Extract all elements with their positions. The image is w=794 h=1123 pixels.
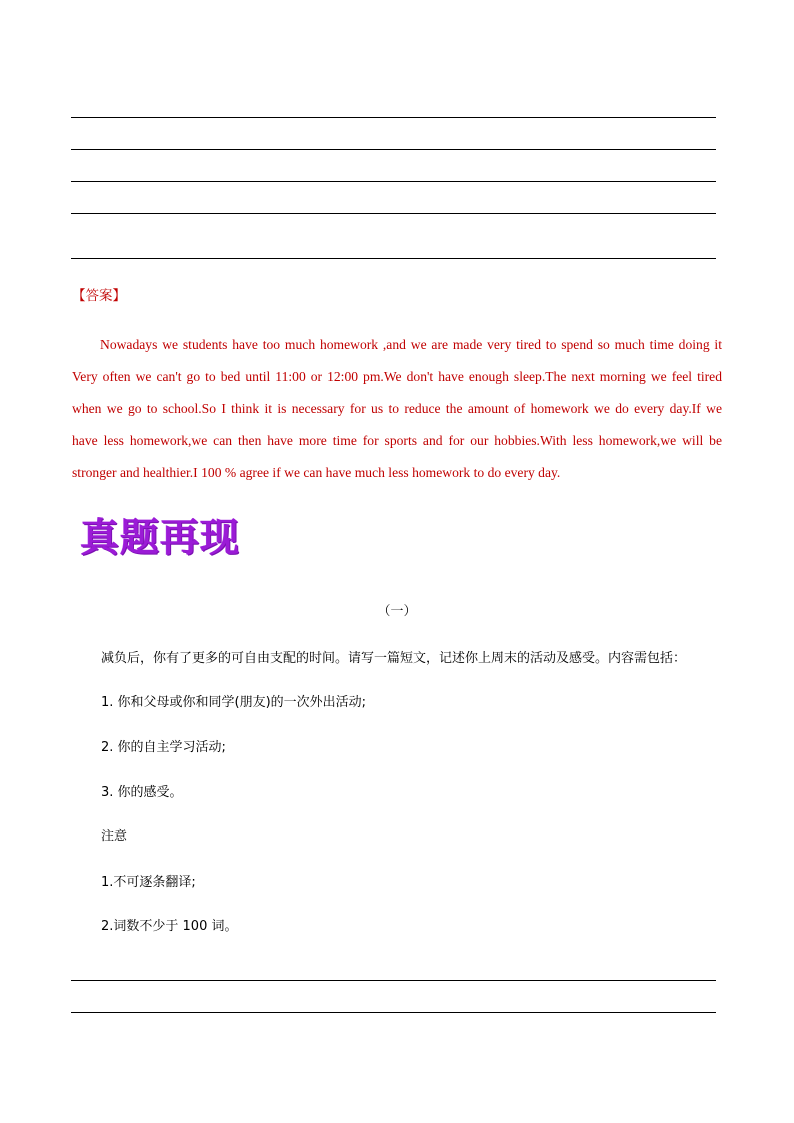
note-item: 2.词数不少于 100 词。 (101, 919, 238, 934)
question-prompt: 减负后，你有了更多的可自由支配的时间。请写一篇短文，记述你上周末的活动及感受。内容需包括： (101, 651, 687, 666)
writing-line (71, 117, 716, 118)
writing-line (71, 258, 716, 259)
question-item: 1. 你和父母或你和同学(朋友)的一次外出活动; (101, 695, 367, 710)
answer-line: Very often we can't go to bed until 11:00 or 12:00 pm.We don't have enough sleep.The next morning we feel tired (72, 369, 722, 384)
question-item: 3. 你的感受。 (101, 785, 183, 800)
answer-label: 【答案】 (72, 288, 126, 304)
answer-line: have less homework,we can then have more time for sports and for our hobbies.With less homework,we will be (72, 433, 722, 448)
question-number: （一） (377, 604, 417, 619)
writing-line (71, 149, 716, 150)
section-title: 真题再现 (80, 515, 241, 561)
question-item: 2. 你的自主学习活动; (101, 740, 226, 755)
writing-line (71, 181, 716, 182)
answer-line: when we go to school.So I think it is necessary for us to reduce the amount of homework we do every day.If we (72, 401, 722, 416)
writing-line (71, 980, 716, 981)
answer-body (72, 329, 722, 489)
writing-line (71, 1012, 716, 1013)
writing-line (71, 213, 716, 214)
answer-line: Nowadays we students have too much homework ,and we are made very tired to spend so much time doing it (100, 337, 722, 352)
note-item: 1.不可逐条翻译; (101, 875, 196, 890)
answer-line: stronger and healthier.I 100 % agree if we can have much less homework to do every day. (72, 465, 561, 480)
note-heading: 注意 (101, 829, 128, 844)
